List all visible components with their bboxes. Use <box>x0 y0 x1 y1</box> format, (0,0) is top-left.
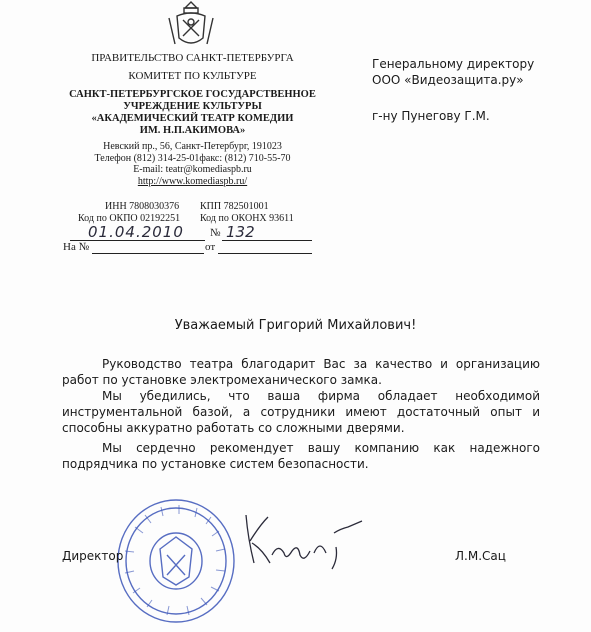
org-name-line2: УЧРЕЖДЕНИЕ КУЛЬТУРЫ <box>123 101 262 112</box>
date-underline <box>70 240 205 241</box>
org-website-link[interactable]: http://www.komediaspb.ru/ <box>137 175 248 187</box>
reference-label: На № <box>63 241 90 253</box>
reference-underline <box>92 253 204 254</box>
okpo: Код по ОКПО 02192251 <box>78 213 181 224</box>
number-label: № <box>210 227 221 239</box>
org-name-line4: ИМ. Н.П.АКИМОВА» <box>139 125 246 136</box>
from-underline <box>218 253 312 254</box>
handwritten-number: 132 <box>226 223 255 241</box>
org-name-line3: «АКАДЕМИЧЕСКИЙ ТЕАТР КОМЕДИИ <box>91 113 294 124</box>
round-stamp-icon <box>115 497 237 625</box>
paragraph-3: Мы сердечно рекомендует вашу компанию как надежного подрядчика по установке систем безопасности. <box>62 441 540 471</box>
gov-name: ПРАВИТЕЛЬСТВО САНКТ-ПЕТЕРБУРГА <box>91 52 294 64</box>
signatory-title: Директор <box>62 549 124 563</box>
coat-of-arms-icon <box>165 0 217 52</box>
org-email: E-mail: teatr@komediaspb.ru <box>133 164 252 175</box>
addressee-company: ООО «Видеозащита.ру» <box>372 73 524 87</box>
handwritten-signature-icon <box>236 503 366 571</box>
handwritten-date: 01.04.2010 <box>88 223 184 241</box>
paragraph-2: Мы убедились, что ваша фирма обладает необходимой инструментальной базой, а сотрудники имеют достаточный опыт и способны аккуратно работать со сложными дверями. <box>62 389 540 435</box>
org-phone: Телефон (812) 314-25-01факс: (812) 710-55-70 <box>94 152 291 164</box>
org-contacts <box>55 141 330 187</box>
from-label: от <box>205 241 216 253</box>
kpp: КПП 782501001 <box>200 201 269 212</box>
committee-name: КОМИТЕТ ПО КУЛЬТУРЕ <box>128 70 257 82</box>
okonh: Код по ОКОНХ 93611 <box>200 213 294 224</box>
number-underline <box>222 240 312 241</box>
paragraph-1: Руководство театра благодарит Вас за качество и организацию работ по установке электромеханического замка. <box>62 357 540 387</box>
addressee-title: Генеральному директору <box>372 57 535 71</box>
inn: ИНН 7808030376 <box>105 201 180 212</box>
org-address: Невский пр., 56, Санкт-Петербург, 191023 <box>103 141 282 152</box>
salutation: Уважаемый Григорий Михайлович! <box>174 318 417 333</box>
addressee-name: г-ну Пунегову Г.М. <box>372 109 490 123</box>
org-name <box>55 89 330 137</box>
signatory-name: Л.М.Сац <box>455 549 506 563</box>
org-name-line1: САНКТ-ПЕТЕРБУРГСКОЕ ГОСУДАРСТВЕННОЕ <box>69 89 316 100</box>
